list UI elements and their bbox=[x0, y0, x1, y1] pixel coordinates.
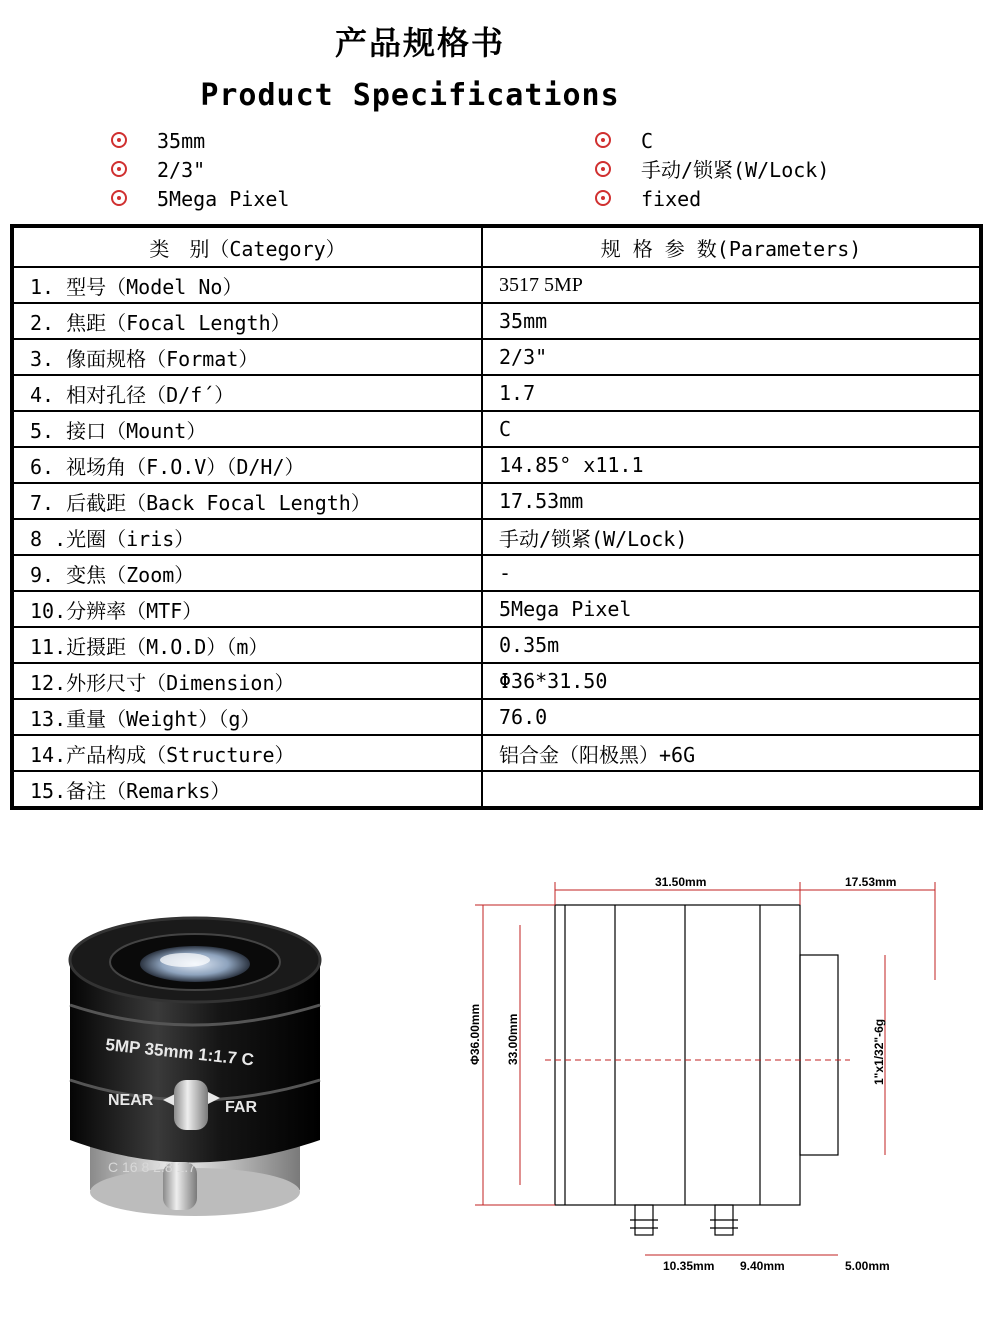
table-row bbox=[12, 771, 981, 808]
table-row bbox=[12, 519, 981, 555]
row-category: 10.分辨率（MTF） bbox=[12, 591, 482, 627]
row-category: 13.重量（Weight）（g） bbox=[12, 699, 482, 735]
dim-inner-dia-label: 33.00mm bbox=[506, 1013, 520, 1065]
row-value: 2/3" bbox=[482, 339, 981, 375]
product-figures bbox=[0, 850, 1000, 1330]
row-category: 12.外形尺寸（Dimension） bbox=[12, 663, 482, 699]
row-category: 15.备注（Remarks） bbox=[12, 771, 482, 808]
dim-flange-label: 5.00mm bbox=[845, 1259, 890, 1273]
page-title-en: Product Specifications bbox=[200, 78, 620, 113]
row-value: 35mm bbox=[482, 303, 981, 339]
row-category: 3. 像面规格（Format） bbox=[12, 339, 482, 375]
dim-length-label: 31.50mm bbox=[655, 875, 707, 889]
row-category: 2. 焦距（Focal Length） bbox=[12, 303, 482, 339]
bullet-icon bbox=[111, 132, 127, 148]
dim-thread-label: 1"x1/32"-6g bbox=[872, 1018, 886, 1085]
row-category: 9. 变焦（Zoom） bbox=[12, 555, 482, 591]
row-category: 11.近摄距（M.O.D）（m） bbox=[12, 627, 482, 663]
row-category: 1. 型号（Model No） bbox=[12, 267, 482, 303]
row-value: - bbox=[482, 555, 981, 591]
table-row bbox=[12, 735, 981, 771]
row-category: 4. 相对孔径（D/f´） bbox=[12, 375, 482, 411]
table-row bbox=[12, 627, 981, 663]
row-category: 5. 接口（Mount） bbox=[12, 411, 482, 447]
iris-scale-text: C 16 8 2.8 1.7 bbox=[108, 1159, 196, 1175]
table-row bbox=[12, 555, 981, 591]
page-title-cn: 产品规格书 bbox=[334, 24, 505, 62]
table-row bbox=[12, 339, 981, 375]
lens-marking-text: 5MP 35mm 1:1.7 C bbox=[104, 1035, 255, 1070]
table-row bbox=[12, 375, 981, 411]
table-row bbox=[12, 303, 981, 339]
focus-screw-icon bbox=[174, 1080, 208, 1130]
bullet-icon bbox=[595, 161, 611, 177]
row-value: 17.53mm bbox=[482, 483, 981, 519]
row-value: 1.7 bbox=[482, 375, 981, 411]
row-value: Φ36*31.50 bbox=[482, 663, 981, 699]
row-value: 76.0 bbox=[482, 699, 981, 735]
row-value: 铝合金（阳极黑）+6G bbox=[482, 735, 981, 771]
dim-screw1-label: 10.35mm bbox=[663, 1259, 715, 1273]
bullet-icon bbox=[111, 161, 127, 177]
table-row bbox=[12, 483, 981, 519]
bullet-icon bbox=[595, 132, 611, 148]
lens-photo bbox=[50, 900, 410, 1270]
row-value: 14.85° x11.1 bbox=[482, 447, 981, 483]
bullet-icon bbox=[111, 190, 127, 206]
row-category: 7. 后截距（Back Focal Length） bbox=[12, 483, 482, 519]
row-category: 14.产品构成（Structure） bbox=[12, 735, 482, 771]
row-category: 8 .光圈（iris） bbox=[12, 519, 482, 555]
lens-near-label: NEAR bbox=[108, 1092, 154, 1109]
lens-far-label: FAR bbox=[225, 1099, 257, 1116]
header-category: 类 别（Category） bbox=[12, 226, 482, 267]
table-row bbox=[12, 447, 981, 483]
dim-back-focal-label: 17.53mm bbox=[845, 875, 897, 889]
dim-outer-dia-label: Φ36.00mm bbox=[468, 1003, 482, 1065]
table-row bbox=[12, 411, 981, 447]
row-value: 0.35m bbox=[482, 627, 981, 663]
table-header-row bbox=[12, 226, 981, 267]
table-row bbox=[12, 699, 981, 735]
row-value: 手动/锁紧(W/Lock) bbox=[482, 519, 981, 555]
table-row bbox=[12, 663, 981, 699]
row-value bbox=[482, 771, 981, 808]
row-value: C bbox=[482, 411, 981, 447]
header-parameters: 规 格 参 数(Parameters) bbox=[482, 226, 981, 267]
dim-screw2-label: 9.40mm bbox=[740, 1259, 785, 1273]
summary-list: 35mm 2/3" 5Mega Pixel C 手动/锁紧(W/Lock) fixed bbox=[0, 126, 1000, 216]
row-category: 6. 视场角（F.O.V）（D/H/） bbox=[12, 447, 482, 483]
table-row bbox=[12, 591, 981, 627]
table-row bbox=[12, 267, 981, 303]
row-value: 3517 5MP bbox=[482, 267, 981, 303]
dimension-drawing bbox=[465, 860, 965, 1280]
bullet-icon bbox=[595, 190, 611, 206]
spec-table bbox=[10, 224, 983, 810]
row-value: 5Mega Pixel bbox=[482, 591, 981, 627]
